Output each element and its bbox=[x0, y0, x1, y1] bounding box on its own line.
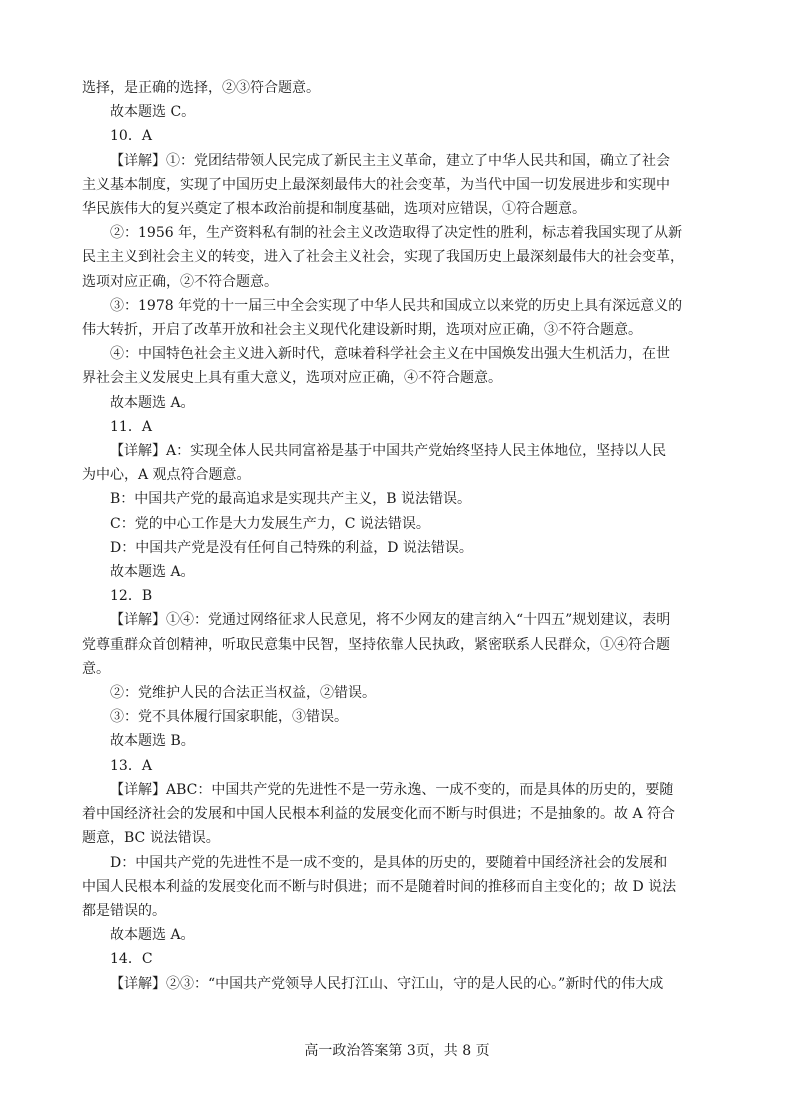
text-line: 着中国经济社会的发展和中国人民根本利益的发展变化而不断与时俱进；不是抽象的。故 A 符合 bbox=[82, 806, 676, 823]
text-line: 主义基本制度，实现了中国历史上最深刻最伟大的社会变革，为当代中国一切发展进步和实现中 bbox=[82, 176, 670, 193]
text-line: ②：党维护人民的合法正当权益，②错误。 bbox=[110, 685, 376, 702]
answer-text-body bbox=[82, 76, 722, 996]
text-line: 选择，是正确的选择，②③符合题意。 bbox=[82, 80, 320, 96]
text-line: 【详解】A：实现全体人民共同富裕是基于中国共产党始终坚持人民主体地位，坚持以人民 bbox=[110, 443, 667, 460]
text-line: 党尊重群众首创精神，听取民意集中民智，坚持依靠人民执政，紧密联系人民群众，①④符合题 bbox=[82, 636, 670, 653]
text-line: C：党的中心工作是大力发展生产力，C 说法错误。 bbox=[110, 515, 430, 532]
page-footer: 高一政治答案第 3页，共 8 页 bbox=[304, 1043, 490, 1059]
text-line: 伟大转折，开启了改革开放和社会主义现代化建设新时期，选项对应正确，③不符合题意。 bbox=[82, 322, 642, 339]
text-line: 故本题选 A。 bbox=[110, 394, 195, 411]
text-line: 故本题选 A。 bbox=[110, 927, 195, 944]
text-line: 意。 bbox=[82, 660, 110, 677]
text-line: ②：1956 年，生产资料私有制的社会主义改造取得了决定性的胜利，标志着我国实现了从新 bbox=[110, 225, 683, 242]
text-line: 为中心，A 观点符合题意。 bbox=[82, 467, 251, 484]
text-line: 故本题选 C。 bbox=[110, 104, 196, 121]
text-line: 选项对应正确，②不符合题意。 bbox=[82, 273, 278, 290]
text-line: 【详解】①④：党通过网络征求人民意见，将不少网友的建言纳入“十四五”规划建议，表明 bbox=[110, 612, 671, 629]
text-line: 民主主义到社会主义的转变，进入了社会主义社会，实现了我国历史上最深刻最伟大的社会变革， bbox=[82, 249, 684, 266]
text-line: 题意，BC 说法错误。 bbox=[82, 830, 220, 847]
text-line: ③：1978 年党的十一届三中全会实现了中华人民共和国成立以来党的历史上具有深远意义的 bbox=[110, 297, 683, 314]
text-line: 【详解】ABC：中国共产党的先进性不是一劳永逸、一成不变的，而是具体的历史的，要随 bbox=[110, 781, 674, 798]
text-line: 华民族伟大的复兴奠定了根本政治前提和制度基础，选项对应错误，①符合题意。 bbox=[82, 201, 586, 218]
text-line: 【详解】②③：“中国共产党领导人民打江山、守江山，守的是人民的心。”新时代的伟大成 bbox=[110, 975, 664, 992]
text-line: 【详解】①：党团结带领人民完成了新民主主义革命，建立了中华人民共和国，确立了社会 bbox=[110, 152, 670, 169]
text-line: D：中国共产党的先进性不是一成不变的，是具体的历史的，要随着中国经济社会的发展和 bbox=[110, 854, 668, 871]
text-line: B：中国共产党的最高追求是实现共产主义，B 说法错误。 bbox=[110, 491, 472, 508]
text-line: 都是错误的。 bbox=[82, 902, 166, 919]
text-line: ③：党不具体履行国家职能，③错误。 bbox=[110, 709, 348, 726]
text-line: 12．B bbox=[110, 588, 153, 605]
text-line: D：中国共产党是没有任何自己特殊的利益，D 说法错误。 bbox=[110, 539, 473, 556]
text-line: 14．C bbox=[110, 951, 153, 968]
text-line: 10．A bbox=[110, 128, 152, 145]
text-line: 13．A bbox=[110, 757, 152, 774]
text-line: 故本题选 A。 bbox=[110, 564, 195, 581]
text-line: ④：中国特色社会主义进入新时代，意味着科学社会主义在中国焕发出强大生机活力，在世 bbox=[110, 346, 670, 363]
text-line: 11．A bbox=[110, 418, 152, 435]
text-line: 界社会主义发展史上具有重大意义，选项对应正确，④不符合题意。 bbox=[82, 370, 502, 387]
text-line: 中国人民根本利益的发展变化而不断与时俱进；而不是随着时间的推移而自主变化的；故 D 说法 bbox=[82, 878, 677, 895]
text-line: 故本题选 B。 bbox=[110, 733, 195, 750]
